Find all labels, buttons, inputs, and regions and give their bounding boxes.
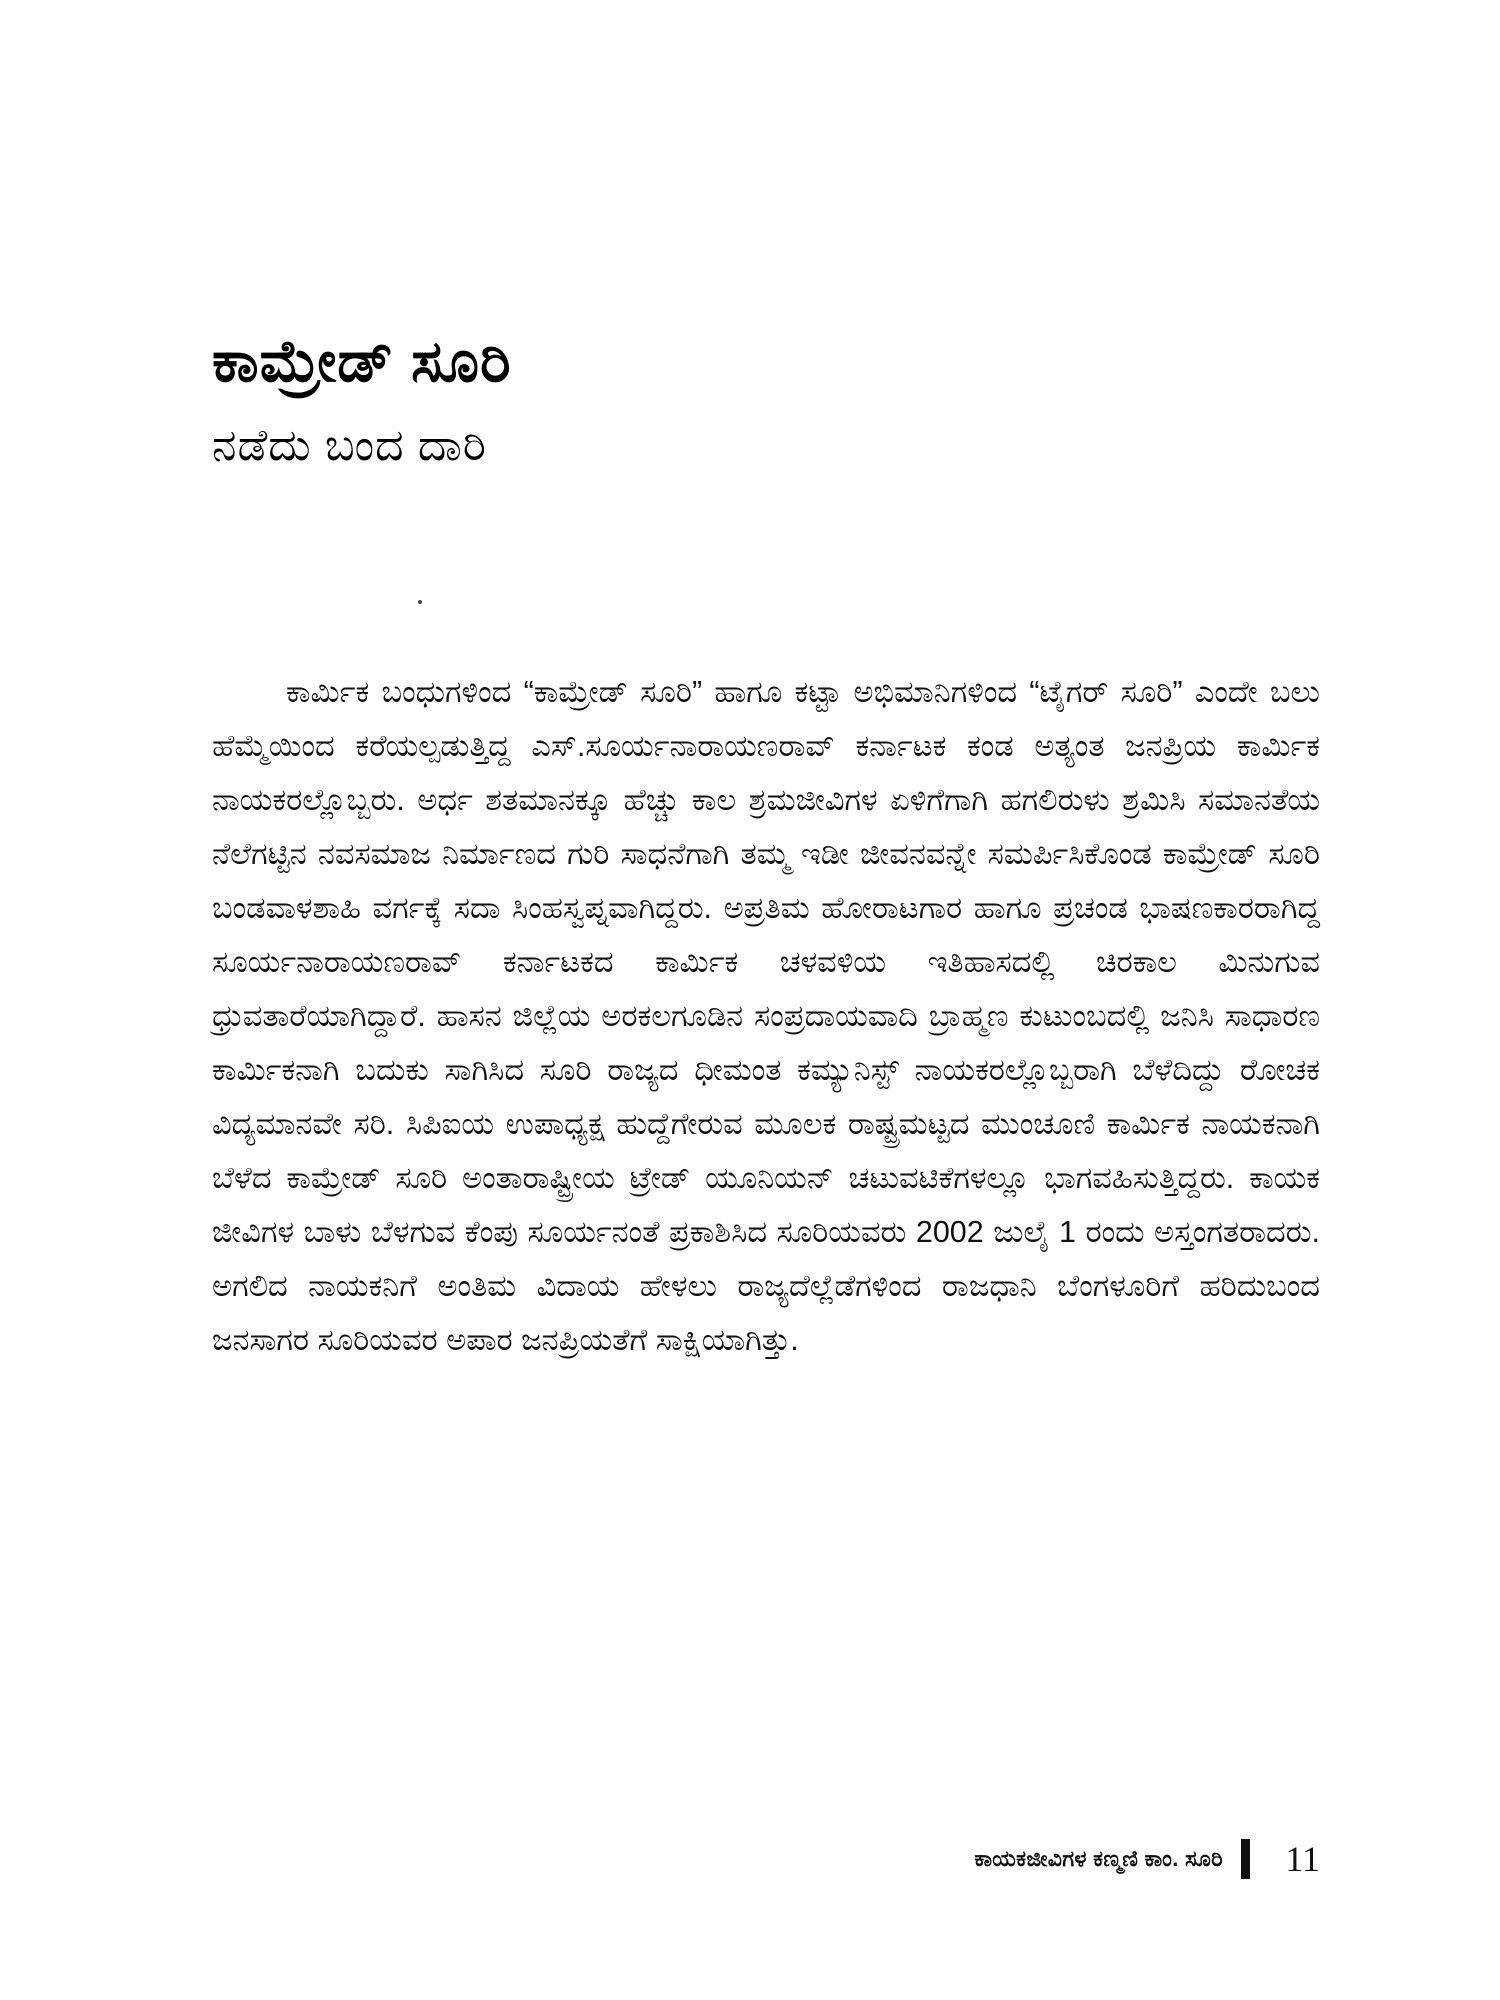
page-subtitle: ನಡೆದು ಬಂದ ದಾರಿ <box>212 420 488 470</box>
page-title: ಕಾಮ್ರೇಡ್ ಸೂರಿ <box>212 329 512 394</box>
footer-divider-bar <box>1241 1839 1250 1879</box>
body-paragraph: ಕಾರ್ಮಿಕ ಬಂಧುಗಳಿಂದ “ಕಾಮ್ರೇಡ್ ಸೂರಿ” ಹಾಗೂ ಕಟ್ಟಾ ಅಭಿಮಾನಿಗಳಿಂದ “ಟೈಗರ್ ಸೂರಿ” ಎಂದೇ ಬಲು ಹೆಮ್ಮೆಯಿಂದ ಕರೆಯಲ್ಪಡುತ್ತಿದ್ದ ಎಸ್.ಸೂರ್ಯನಾರಾಯಣರಾವ್ ಕರ್ನಾಟಕ ಕಂಡ ಅತ್ಯಂತ ಜನಪ್ರಿಯ ಕಾರ್ಮಿಕ ನಾಯಕರಲ್ಲೊಬ್ಬರು. ಅರ್ಧ ಶತಮಾನಕ್ಕೂ ಹೆಚ್ಚು ಕಾಲ ಶ್ರಮಜೀವಿಗಳ ಏಳಿಗೆಗಾಗಿ ಹಗಲಿರುಳು ಶ್ರಮಿಸಿ ಸಮಾನತೆಯ ನೆಲೆಗಟ್ಟಿನ ನವಸಮಾಜ ನಿರ್ಮಾಣದ ಗುರಿ ಸಾಧನೆಗಾಗಿ ತಮ್ಮ ಇಡೀ ಜೀವನವನ್ನೇ ಸಮರ್ಪಿಸಿಕೊಂಡ ಕಾಮ್ರೇಡ್ ಸೂರಿ ಬಂಡವಾಳಶಾಹಿ ವರ್ಗಕ್ಕೆ ಸದಾ ಸಿಂಹಸ್ವಪ್ನವಾಗಿದ್ದರು. ಅಪ್ರತಿಮ ಹೋರಾಟಗಾರ ಹಾಗೂ ಪ್ರಚಂಡ ಭಾಷಣಕಾರರಾಗಿದ್ದ ಸೂರ್ಯನಾರಾಯಣರಾವ್ ಕರ್ನಾಟಕದ ಕಾರ್ಮಿಕ ಚಳವಳಿಯ ಇತಿಹಾಸದಲ್ಲಿ ಚಿರಕಾಲ ಮಿನುಗುವ ಧ್ರುವತಾರೆಯಾಗಿದ್ದಾರೆ. ಹಾಸನ ಜಿಲ್ಲೆಯ ಅರಕಲಗೂಡಿನ ಸಂಪ್ರದಾಯವಾದಿ ಬ್ರಾಹ್ಮಣ ಕುಟುಂಬದಲ್ಲಿ ಜನಿಸಿ ಸಾಧಾರಣ ಕಾರ್ಮಿಕನಾಗಿ ಬದುಕು ಸಾಗಿಸಿದ ಸೂರಿ ರಾಜ್ಯದ ಧೀಮಂತ ಕಮ್ಯುನಿಸ್ಟ್ ನಾಯಕರಲ್ಲೊಬ್ಬರಾಗಿ ಬೆಳೆದಿದ್ದು ರೋಚಕ ವಿದ್ಯಮಾನವೇ ಸರಿ. ಸಿಪಿಐಯ ಉಪಾಧ್ಯಕ್ಷ ಹುದ್ದೆಗೇರುವ ಮೂಲಕ ರಾಷ್ಟ್ರಮಟ್ಟದ ಮುಂಚೂಣಿ ಕಾರ್ಮಿಕ ನಾಯಕನಾಗಿ ಬೆಳೆದ ಕಾಮ್ರೇಡ್ ಸೂರಿ ಅಂತಾರಾಷ್ಟ್ರೀಯ ಟ್ರೇಡ್ ಯೂನಿಯನ್ ಚಟುವಟಿಕೆಗಳಲ್ಲೂ ಭಾಗವಹಿಸುತ್ತಿದ್ದರು. ಕಾಯಕ ಜೀವಿಗಳ ಬಾಳು ಬೆಳಗುವ ಕೆಂಪು ಸೂರ್ಯನಂತೆ ಪ್ರಕಾಶಿಸಿದ ಸೂರಿಯವರು 2002 ಜುಲೈ 1 ರಂದು ಅಸ್ತಂಗತರಾದರು. ಅಗಲಿದ ನಾಯಕನಿಗೆ ಅಂತಿಮ ವಿದಾಯ ಹೇಳಲು ರಾಜ್ಯದೆಲ್ಲೆಡೆಗಳಿಂದ ರಾಜಧಾನಿ ಬೆಂಗಳೂರಿಗೆ ಹರಿದುಬಂದ ಜನಸಾಗರ ಸೂರಿಯವರ ಅಪಾರ ಜನಪ್ರಿಯತೆಗೆ ಸಾಕ್ಷಿಯಾಗಿತ್ತು. <box>212 675 1320 1357</box>
decorative-dot <box>418 600 422 604</box>
page-number: 11 <box>1285 1839 1320 1879</box>
footer-caption: ಕಾಯಕಜೀವಿಗಳ ಕಣ್ಮಣಿ ಕಾಂ. ಸೂರಿ <box>974 1846 1223 1871</box>
body-text-block <box>212 665 1320 1367</box>
page-footer <box>212 1838 1320 1884</box>
page-heading-block <box>212 330 1322 470</box>
